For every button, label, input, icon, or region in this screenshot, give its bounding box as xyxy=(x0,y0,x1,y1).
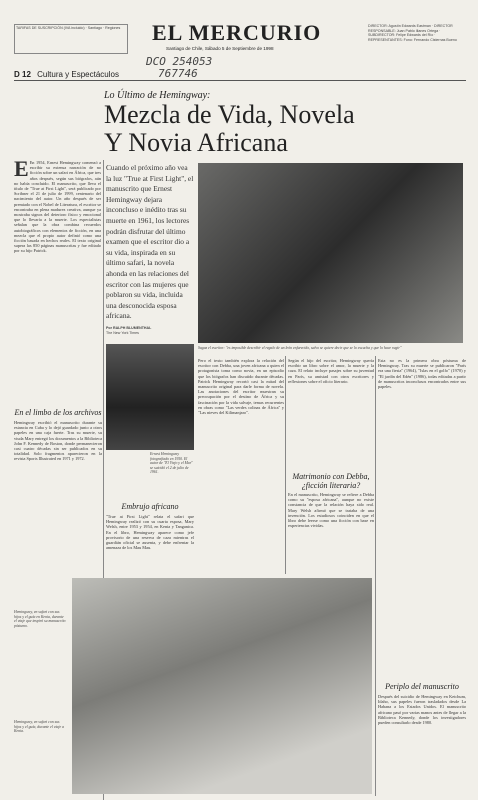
headline-title: Mezcla de Vida, Novela Y Novia Africana xyxy=(104,100,355,157)
section-label xyxy=(14,70,119,79)
body-col4-matrimonio: En el manuscrito, Hemingway se refiere a Debba como su "esposa africana", aunque no existe constancia de que la relación haya sido real. Mary Welsh afirmó que se trataba de una invención. Los estudiosos coinciden en que el libro debe leerse como una ficción con base en experiencias vividas. xyxy=(288,492,374,529)
body-col1-b: Los especialistas señalan que la obra combina recuerdos autobiográficos con elementos de ficción, en una mezcla que el propio autor definió como una ficción basada en hechos reales. El texto original supera las 850 páginas manuscritas y fue editado por su hijo Patrick. xyxy=(14,217,101,254)
body-col3-b: Las anotaciones del escritor muestran su preocupación por el destino de África y su fascinación por la vida salvaje, temas recurrentes en obras como "Las verdes colinas de África" y "Las nieves del Kilimanjaro". xyxy=(198,389,284,416)
photo-safari-group xyxy=(72,578,372,794)
body-col1-limbo: Hemingway escribió el manuscrito durante su estancia en Cuba y lo dejó guardado junto a otros papeles en una caja fuerte. Tras su muerte, su viuda Mary entregó los documentos a la Biblioteca John F. Kennedy de Boston, donde permanecieron casi cuatro décadas sin ser publicados en su totalidad. Solo fragmentos aparecieron en la revista Sports Illustrated en 1971 y 1972. xyxy=(14,420,102,462)
pull-quote: Cuando el próximo año vea la luz "True at First Light", el manuscrito que Ernest Hemingway dejara inconcluso e inédito tras su muerte en 1961, los lectores podrán disfrutar del último examen que el escritor dio a su vida, inspirada en su último safari, la novela ahonda en las relaciones del escritor con las mujeres que poblaron su vida, incluida una desconocida esposa africana. xyxy=(106,163,194,321)
body-col5-a: Esta no es la primera obra póstuma de Hemingway. Tras su muerte se publicaron "París era una fiesta" (1964), "Islas en el golfo" (1970) y "El jardín del Edén" (1986), todas editadas a partir de manuscritos inconclusos encontrados entre sus papeles. xyxy=(378,358,466,390)
byline-source: The New York Times xyxy=(106,330,139,335)
body-col1-a: En 1954, Ernest Hemingway comenzó a escribir su extensa narración de no ficción sobre un safari en África, que tres años después, según sus biógrafos, aún no había concluido. El manuscrito, que lleva el título de "True at First Light", será publicado por Scribner el 21 de julio de 1999, centenario del nacimiento del autor. Un año después de ser premiado con el Nobel de Literatura, el escritor se encontraba en plena madurez creativa, aunque ya mostraba signos del deterioro físico y emocional que lo llevaría a la muerte. xyxy=(14,160,101,223)
body-col5-periplo: Después del suicidio de Hemingway en Ketchum, Idaho, sus papeles fueron trasladados desde La Habana a los Estados Unidos. El manuscrito africano pasó por varias manos antes de llegar a la Biblioteca Kennedy, donde los investigadores pueden consultarlo desde 1980. xyxy=(378,694,466,726)
margin-note: Hemingway, en safari con sus hijos y el guía, durante el viaje a Kenia. xyxy=(14,720,64,734)
body-col2-embrujo: "True at First Light" relata el safari que Hemingway realizó con su cuarta esposa, Mary Welsh, entre 1953 y 1954, en Kenia y Tanganica. En el libro, Hemingway aparece como jefe provisorio de una reserva de caza mientras el guardián oficial se ausenta, y debe enfrentar la amenaza de los Mau Mau. xyxy=(106,514,194,551)
subhead-periplo: Periplo del manuscrito xyxy=(385,682,459,691)
masthead-title: EL MERCURIO xyxy=(152,20,322,45)
subhead-limbo: En el limbo de los archivos xyxy=(14,408,102,417)
column-divider xyxy=(285,356,286,574)
body-col3 xyxy=(198,358,284,570)
dateline: Santiago de Chile, Sábado 5 de Septiembre de 1998 xyxy=(166,46,274,51)
byline xyxy=(106,326,196,335)
byline-author: Por RALPH BLUMENTHAL xyxy=(106,326,152,330)
body-col3-a: Pero el texto también explora la relación del escritor con Debba, una joven africana a quien el protagonista toma como novia, en un episodio que los biógrafos han discutido durante décadas. Patrick Hemingway recortó casi la mitad del manuscrito original para darle forma de novela. xyxy=(198,358,284,390)
page-number: D 12 xyxy=(14,70,31,79)
subhead-embrujo: Embrujo africano xyxy=(121,502,179,511)
photo-hemingway-reading xyxy=(198,163,463,343)
handwritten-code: DCO 254053 xyxy=(146,55,213,68)
photo-caption-portrait: Ernest Hemingway fotografiado en 1950. El autor de "El Viejo y el Mar" se suicidó el 2 de julio de 1961. xyxy=(150,452,193,475)
headline-kicker: Lo Último de Hemingway: xyxy=(104,90,211,101)
staff-box: DIRECTOR: Agustín Edwards Eastman · DIRECTOR RESPONSABLE: Juan Pablo Illanes Ortega · SUBDIRECTOR: Felipe Edwards del Río · REPRESENTANTES: Fono: Fernando Cisternas Bueno xyxy=(368,24,457,42)
section-name: Cultura y Espectáculos xyxy=(37,70,119,79)
section-rule xyxy=(14,80,466,81)
body-col1-intro xyxy=(14,160,101,375)
photo-hemingway-portrait xyxy=(106,344,194,450)
drop-cap: E xyxy=(14,160,29,181)
handwritten-number: 767746 xyxy=(158,67,198,80)
column-divider xyxy=(375,356,376,796)
photo-caption-top: Sagaz el escritor: "es imposible describir el regalo de un león enfurecido, salvo se quiere decir que se lo escucha y que lo hace rugir" xyxy=(198,346,402,350)
body-col4-a: Según el hijo del escritor, Hemingway quería escribir un libro sobre el amor, la muerte y la caza. El relato incluye pasajes sobre su juventud en París, su amistad con otros escritores y reflexiones sobre el oficio literario. xyxy=(288,358,374,384)
subhead-matrimonio: Matrimonio con Debba, ¿ficción literaria? xyxy=(292,472,370,490)
photo-caption-bottom: Hemingway, en safari con sus hijos y el guía en Kenia, durante el viaje que inspiró su manuscrito póstumo. xyxy=(14,610,66,628)
subscription-box: TARIFAS DE SUSCRIPCIÓN (IVA incluido) · Santiago · Regiones xyxy=(14,24,128,54)
